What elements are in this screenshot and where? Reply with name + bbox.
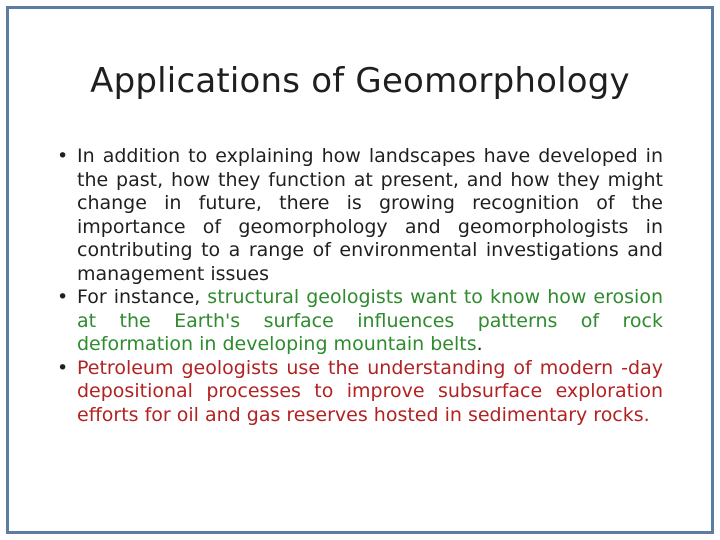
bullet-item-1	[57, 145, 663, 286]
slide-frame	[6, 6, 714, 534]
bullet-icon: •	[57, 145, 69, 167]
slide-title: Applications of Geomorphology	[90, 61, 630, 101]
bullet-icon: •	[57, 356, 69, 379]
bullet-item-2	[57, 286, 663, 357]
bullet-3-text: Petroleum geologists use the understanding of modern -day depositional processes to improve subsurface exploration efforts for oil and gas reserves hosted in sedimentary rocks.	[77, 356, 663, 426]
bullet-icon: •	[57, 286, 69, 308]
bullet-1-text: In addition to explaining how landscapes have developed in the past, how they function at present, and how they might change in future, there is growing recognition of the importance of geomorphology and geomorphologists in contributing to a range of environmental investigations and management issues	[77, 145, 663, 285]
bullet-2-highlight: structural geologists want to know how erosion at the Earth's surface influences patterns of rock deformation in developing mountain belts	[77, 286, 663, 355]
bullet-list	[57, 145, 663, 427]
bullet-2-text-end: .	[476, 333, 483, 355]
bullet-item-3	[57, 357, 663, 428]
bullet-2-text-intro: For instance,	[77, 286, 208, 308]
